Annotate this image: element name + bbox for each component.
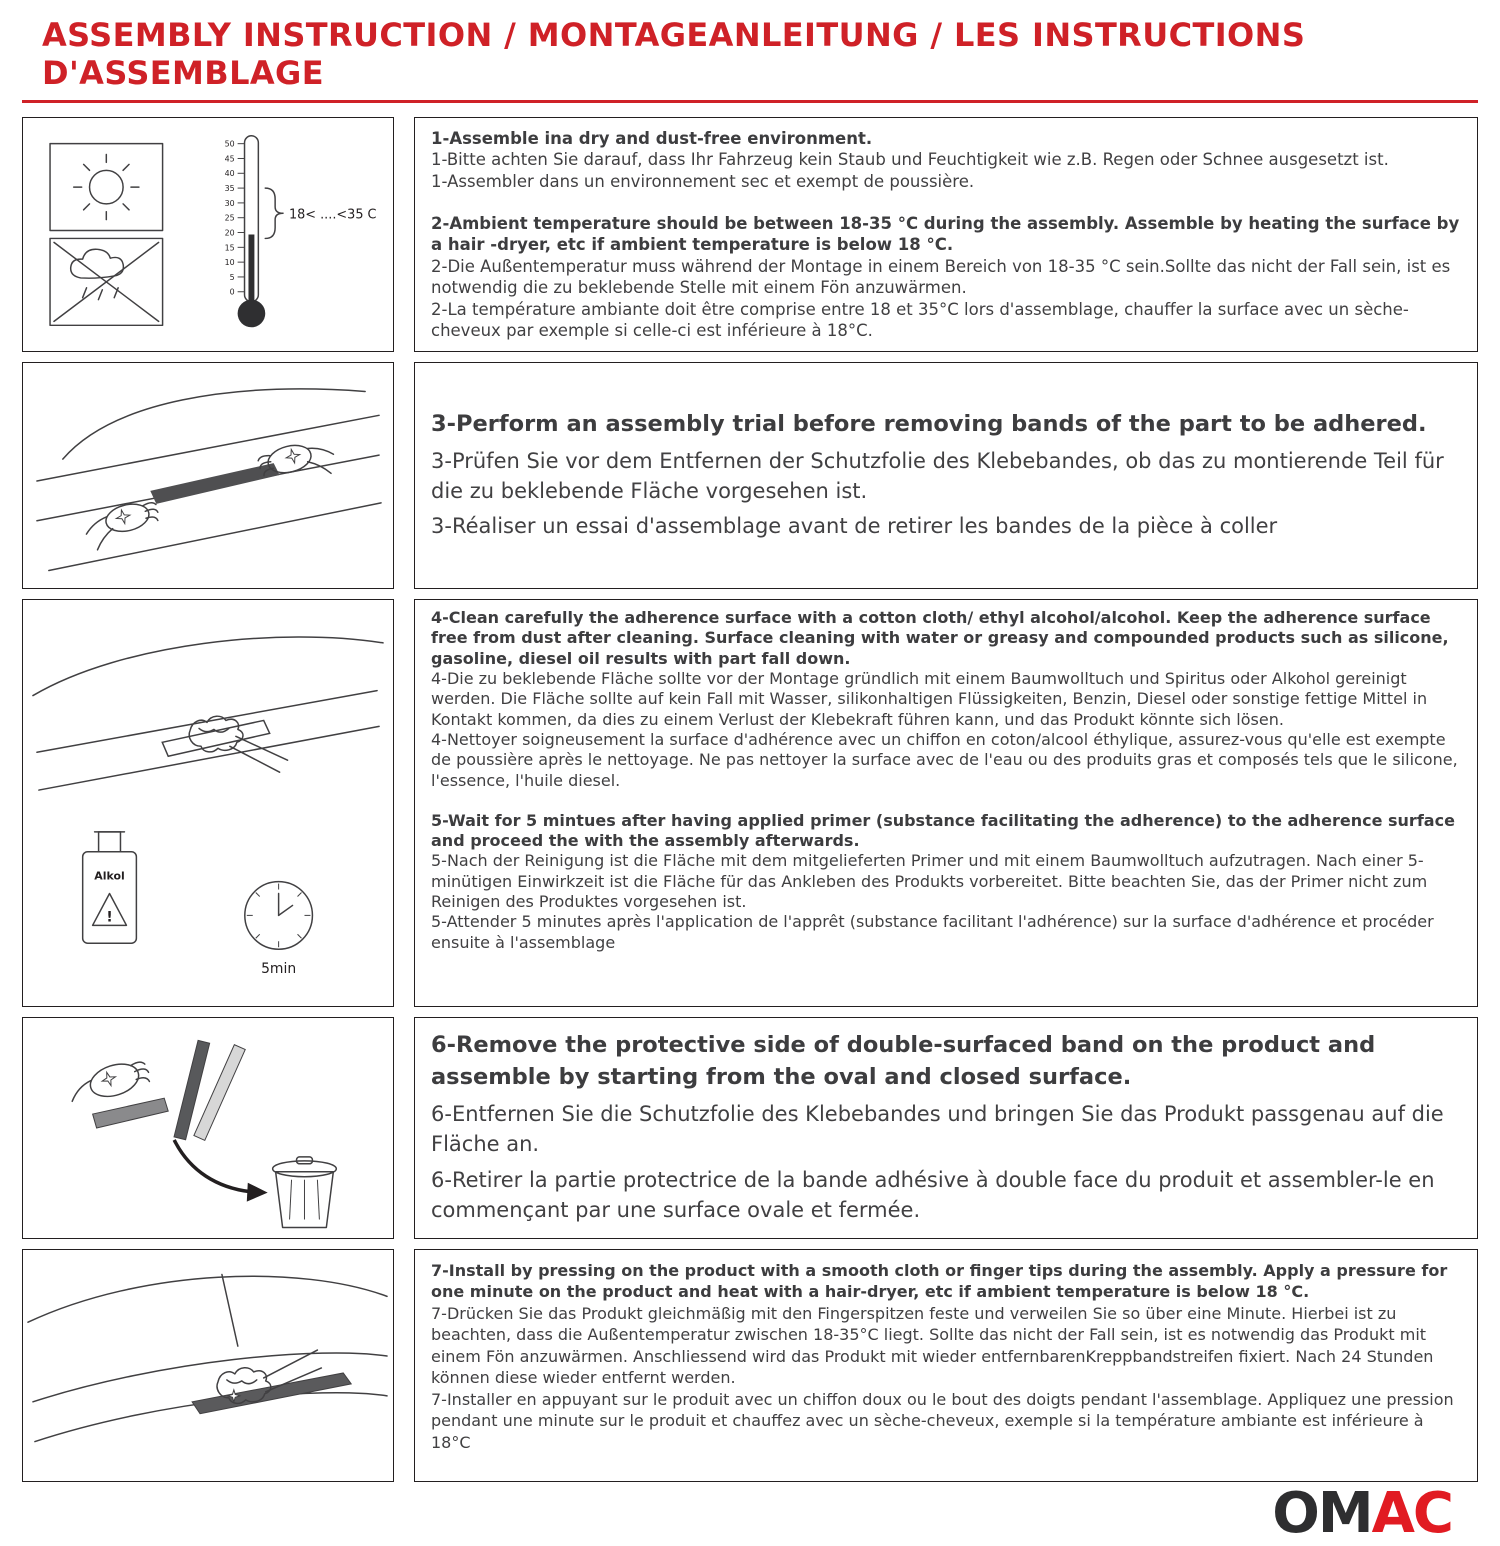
trash-can-icon	[273, 1157, 337, 1228]
omac-logo	[1272, 1481, 1452, 1546]
instruction-fr: 5-Attender 5 minutes après l'application de l'apprêt (substance facilitant l'adhérence) sur la surface d'adhérence et procéder ensuite à l'assemblage	[431, 912, 1434, 952]
illustration-box-trial-fit	[22, 362, 394, 589]
alcohol-bottle-icon	[83, 832, 137, 943]
instruction-en: 4-Clean carefully the adherence surface with a cotton cloth/ ethyl alcohol/alcohol. Keep the adherence surface free from dust after cleaning. Surface cleaning with water or greasy and compounded products such as silicone, gasoline, diesel oil results with part fall down.	[431, 608, 1449, 668]
logo-ac: AC	[1371, 1481, 1452, 1546]
instruction-en: 5-Wait for 5 mintues after having applied primer (substance facilitating the adherence) to the adherence surface and proceed the with the assembly afterwards.	[431, 810, 1455, 851]
instruction-row-4	[22, 1017, 1478, 1239]
hand-left-icon	[82, 498, 163, 552]
instruction-rows	[22, 117, 1478, 1482]
temp-range-label: 18< ....<35 C	[288, 207, 377, 223]
bottle-label: Alkol	[94, 869, 125, 883]
logo-om: OM	[1272, 1481, 1372, 1546]
page-title: ASSEMBLY INSTRUCTION / MONTAGEANLEITUNG / LES INSTRUCTIONS D'ASSEMBLAGE	[42, 16, 1306, 92]
instruction-en: 6-Remove the protective side of double-surfaced band on the product and assemble by starting from the oval and closed surface.	[431, 1032, 1376, 1091]
instruction-fr: 2-La température ambiante doit être comprise entre 18 et 35°C lors d'assemblage, chauffer la surface avec un sèche-cheveux par exemple si celle-ci est inférieure à 18°C.	[431, 299, 1409, 341]
step-text-1-2	[414, 117, 1478, 352]
warning-triangle-icon	[93, 894, 127, 926]
sill-surface-strip	[162, 720, 269, 756]
illustration-box-environment	[22, 117, 394, 352]
instruction-de: 4-Die zu beklebende Fläche sollte vor der Montage gründlich mit einem Baumwolltuch und Spiritus oder Alkohol gereinigt werden. Die Fläche sollte auf kein Fall mit Wasser, silikonhaltigen Flüssigkeiten, Benzin, Diesel oder sonstige fettige Mittel in Kontakt kommen, da dies zu einem Verlust der Klebekraft führen kann, und das Produkt könnte sich lösen.	[431, 668, 1428, 729]
step-text-3	[414, 362, 1478, 589]
product-part	[93, 1098, 169, 1128]
sun-icon	[50, 144, 163, 231]
door-sill-trial-illustration	[23, 363, 393, 587]
instruction-de: 2-Die Außentemperatur muss während der Montage in einem Bereich von 18-35 °C sein.Sollte das nicht der Fall sein, ist es notwendig die zu beklebende Stelle mit einem Fön anzuwärmen.	[431, 256, 1451, 298]
peel-band-illustration	[23, 1018, 393, 1237]
step-text-4-5	[414, 599, 1478, 1007]
instruction-de: 6-Entfernen Sie die Schutzfolie des Klebebandes und bringen Sie das Produkt passgenau auf die Fläche an.	[431, 1102, 1444, 1157]
instruction-en: 3-Perform an assembly trial before removing bands of the part to be adhered.	[431, 410, 1427, 437]
svg-text:25: 25	[224, 213, 235, 223]
svg-text:40: 40	[224, 169, 235, 179]
instruction-fr: 6-Retirer la partie protectrice de la bande adhésive à double face du produit et assembler-le en commençant par une surface ovale et fermée.	[431, 1167, 1435, 1222]
illustration-box-cleaning	[22, 599, 394, 1007]
instruction-en: 1-Assemble ina dry and dust-free environment.	[431, 129, 873, 148]
instruction-de: 5-Nach der Reinigung ist die Fläche mit dem mitgelieferten Primer und mit einem Baumwolltuch aufzutragen. Nach einer 5-minütigen Einwirkzeit ist die Fläche für das Ankleben des Produkts vorbereitet. Bitte beachten Sie, das der Primer nicht zum Reinigen des Produktes vorgesehen ist.	[431, 851, 1428, 912]
instruction-fr: 4-Nettoyer soigneusement la surface d'adhérence avec un chiffon en coton/alcool éthylique, assurez-vous qu'elle est exempte de poussière après le nettoyage. Ne pas nettoyer la surface avec de l'eau ou des produits gras et composés tels que le silicone, l'essence, l'huile diesel.	[431, 729, 1458, 790]
illustration-box-peel-band	[22, 1017, 394, 1239]
svg-text:45: 45	[224, 154, 235, 164]
instruction-de: 3-Prüfen Sie vor dem Entfernen der Schutzfolie des Klebebandes, ob das zu montierende Teil für die zu beklebende Fläche vorgesehen ist.	[431, 448, 1444, 503]
illustration-box-press-install	[22, 1249, 394, 1482]
instruction-de: 1-Bitte achten Sie darauf, dass Ihr Fahrzeug kein Staub und Feuchtigkeit wie z.B. Regen oder Schnee ausgesetzt ist.	[431, 150, 1389, 170]
instruction-row-5	[22, 1249, 1478, 1482]
clock-icon	[245, 882, 313, 978]
instruction-fr: 1-Assembler dans un environnement sec et exempt de poussière.	[431, 171, 975, 191]
title-rule	[22, 100, 1478, 103]
arrow-to-trash-icon	[174, 1140, 267, 1202]
instruction-fr: 3-Réaliser un essai d'assemblage avant de retirer les bandes de la pièce à coller	[431, 514, 1278, 539]
hand-icon	[65, 1055, 152, 1109]
press-install-illustration	[23, 1250, 393, 1480]
no-rain-icon	[50, 238, 163, 325]
thermometer-scale	[225, 140, 235, 297]
svg-text:35: 35	[224, 184, 235, 194]
instruction-row-3	[22, 599, 1478, 1007]
instruction-fr: 7-Installer en appuyant sur le produit avec un chiffon doux ou le bout des doigts pendant l'assemblage. Appliquez une pression pendant une minute sur le produit et chauffez avec un sèche-cheveux, exemple si la température ambiante est inférieure à 18°C	[431, 1389, 1454, 1452]
thermometer-icon	[225, 136, 377, 328]
footer	[22, 1481, 1478, 1546]
hand-right-icon	[257, 436, 338, 490]
instruction-en: 2-Ambient temperature should be between 18-35 °C during the assembly. Assemble by heating the surface by a hair -dryer, etc if ambient temperature is below 18 °C.	[431, 213, 1460, 255]
svg-text:50: 50	[224, 139, 235, 149]
instruction-row-1	[22, 117, 1478, 352]
svg-text:15: 15	[224, 243, 235, 253]
svg-text:30: 30	[224, 198, 235, 208]
clock-label: 5min	[261, 961, 297, 978]
instruction-en: 7-Install by pressing on the product with a smooth cloth or finger tips during the assembly. Apply a pressure for one minute on the product and heat with a hair-dryer, etc if ambient temperature is below 18 °C.	[431, 1261, 1448, 1302]
step-text-7	[414, 1249, 1478, 1482]
svg-text:5: 5	[229, 272, 235, 282]
svg-text:20: 20	[224, 228, 235, 238]
cleaning-illustration	[23, 600, 393, 1005]
step-text-6	[414, 1017, 1478, 1239]
instruction-de: 7-Drücken Sie das Produkt gleichmäßig mit den Fingerspitzen feste und verweilen Sie so über eine Minute. Hierbei ist zu beachten, dass die Außentemperatur zwischen 18-35°C liegt. Sollte das nicht der Fall sein, ist es notwendig das Produkt mit einem Fön anzuwärmen. Anschliessend wird das Produkt mit wieder entfernbarenKreppbandstreifen fixiert. Nach 24 Stunden können diese wieder entfernt werden.	[431, 1303, 1434, 1388]
svg-text:!: !	[106, 909, 113, 926]
environment-illustration	[23, 118, 393, 350]
svg-text:10: 10	[224, 258, 235, 268]
svg-text:0: 0	[229, 287, 235, 297]
instruction-row-2	[22, 362, 1478, 589]
